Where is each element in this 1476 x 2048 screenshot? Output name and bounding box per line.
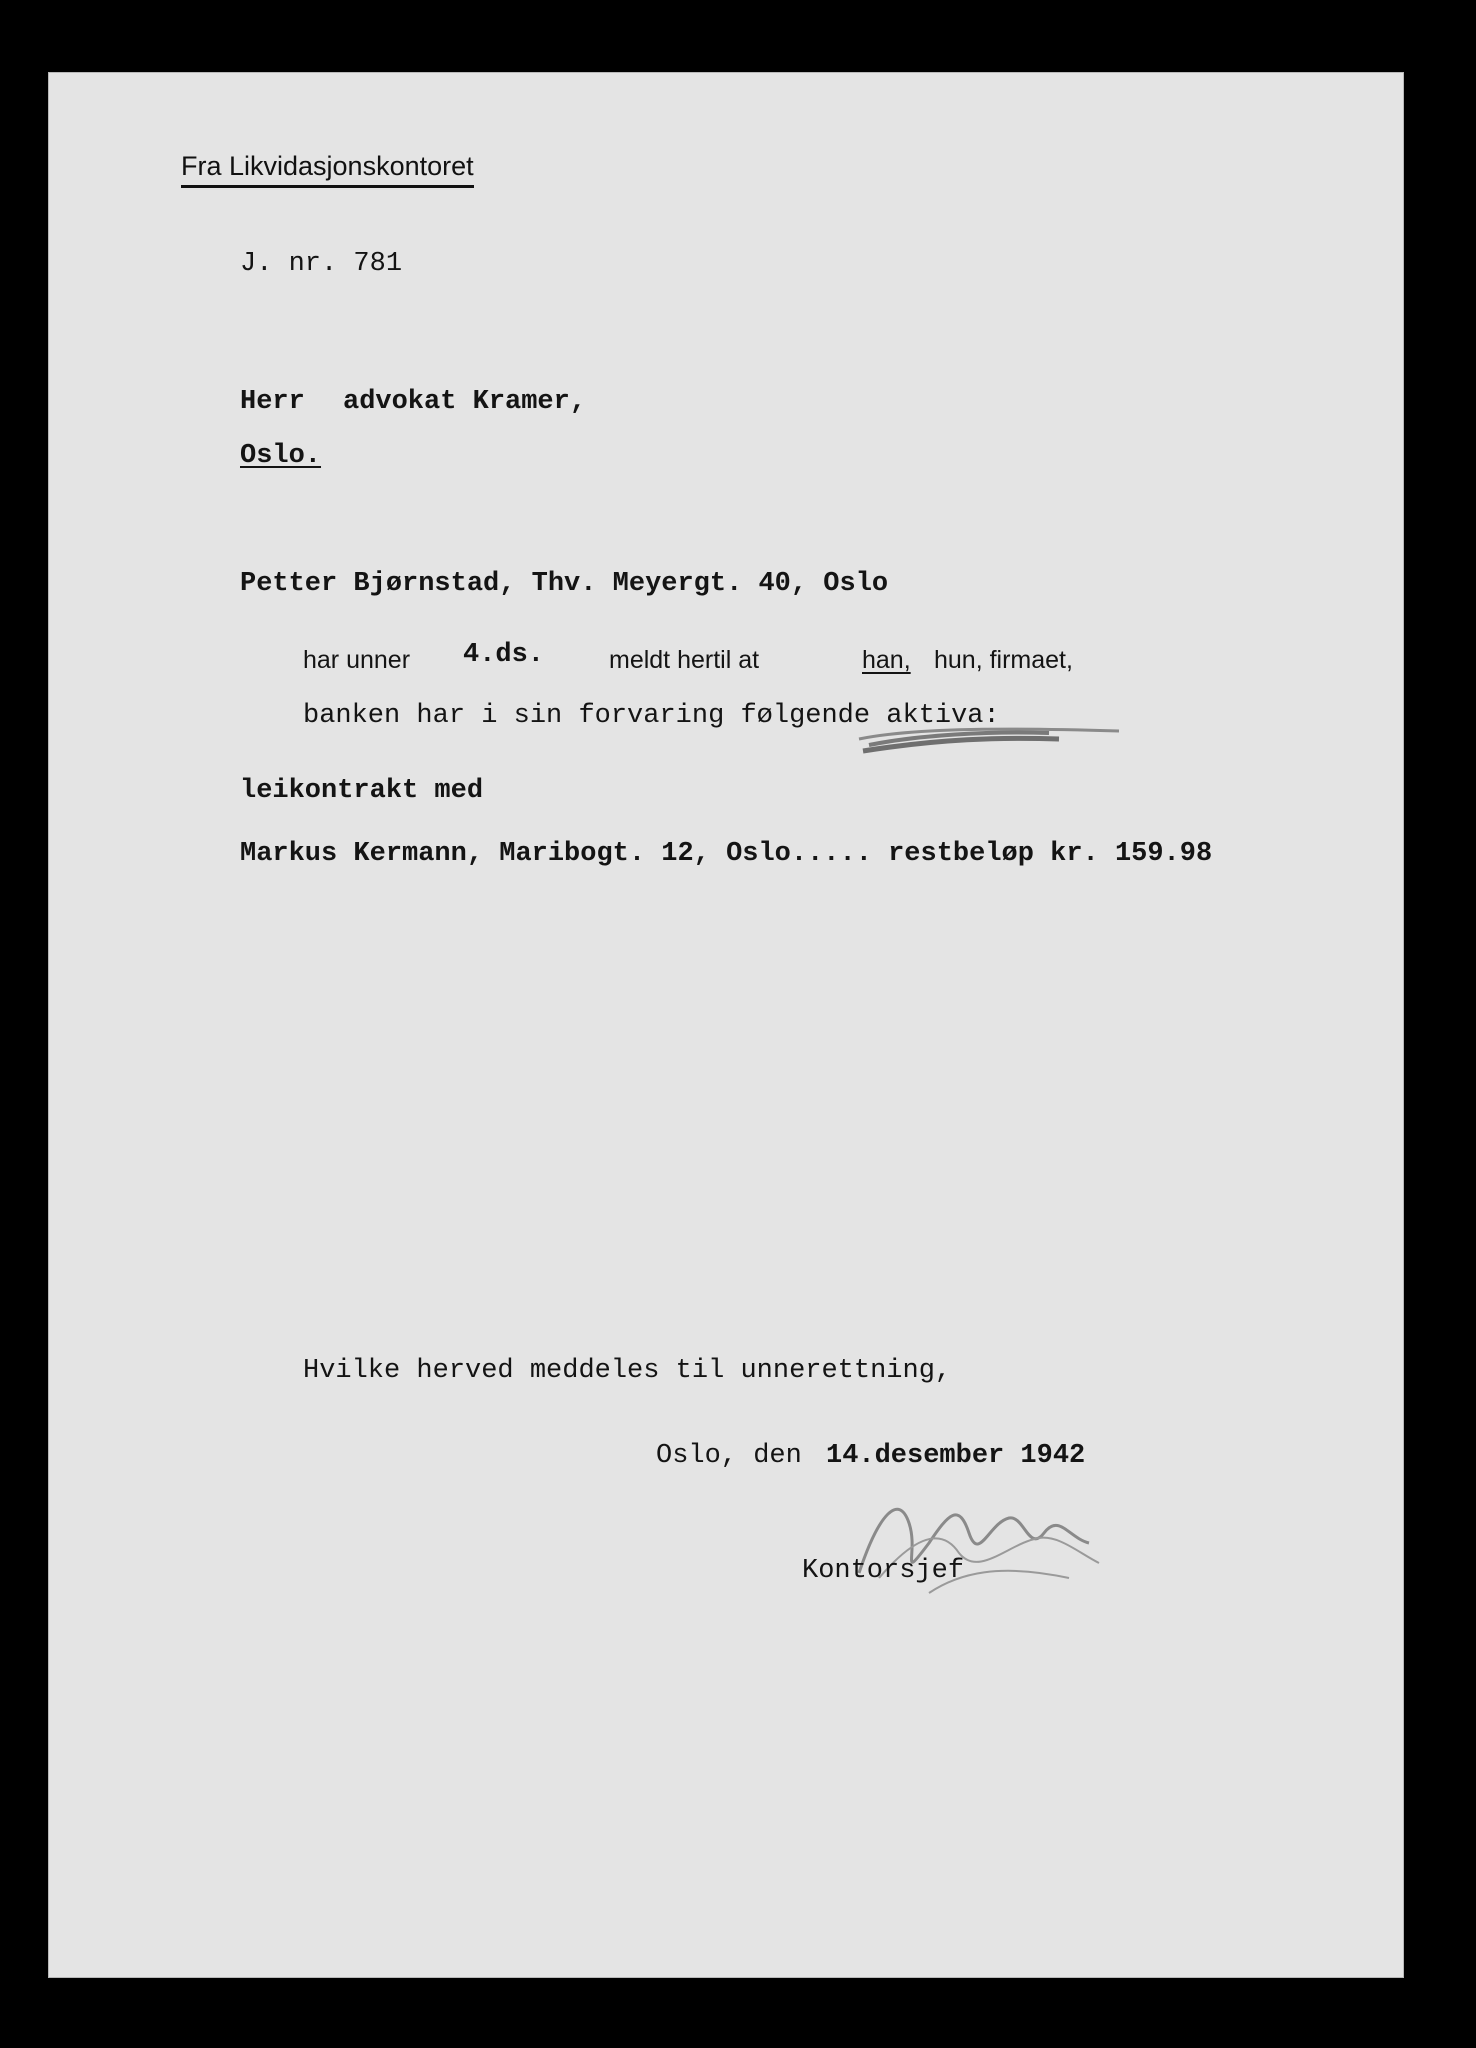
asset-line2: Markus Kermann, Maribogt. 12, Oslo..... restbeløp kr. 159.98 <box>240 839 1213 869</box>
asset-line1: leikontrakt med <box>240 776 484 806</box>
signature-image <box>839 1483 1109 1613</box>
recipient-city: Oslo. <box>240 441 322 471</box>
letterhead: Fra Likvidasjonskontoret <box>181 153 474 188</box>
place-date-prefix: Oslo, den <box>656 1441 802 1471</box>
closing-line: Hvilke herved meddeles til unnerettning, <box>303 1356 952 1386</box>
report-options-rest: hun, firmaet, <box>934 646 1073 674</box>
report-prefix: har unner <box>303 646 411 674</box>
pencil-scribble <box>849 721 1129 761</box>
report-option-underlined: han, <box>862 646 911 674</box>
place-date-value: 14.desember 1942 <box>826 1441 1086 1471</box>
signature-title: Kontorsjef <box>802 1556 965 1586</box>
report-line2: banken har i sin forvaring følgende aktiva: <box>303 701 1000 731</box>
report-middle: meldt hertil at <box>609 646 760 674</box>
letter-page <box>48 72 1404 1978</box>
recipient-title: Herr <box>240 387 305 417</box>
journal-number: J. nr. 781 <box>240 249 403 279</box>
report-date: 4.ds. <box>463 640 545 670</box>
subject-line: Petter Bjørnstad, Thv. Meyergt. 40, Oslo <box>240 569 889 599</box>
recipient-name: advokat Kramer, <box>343 387 587 417</box>
